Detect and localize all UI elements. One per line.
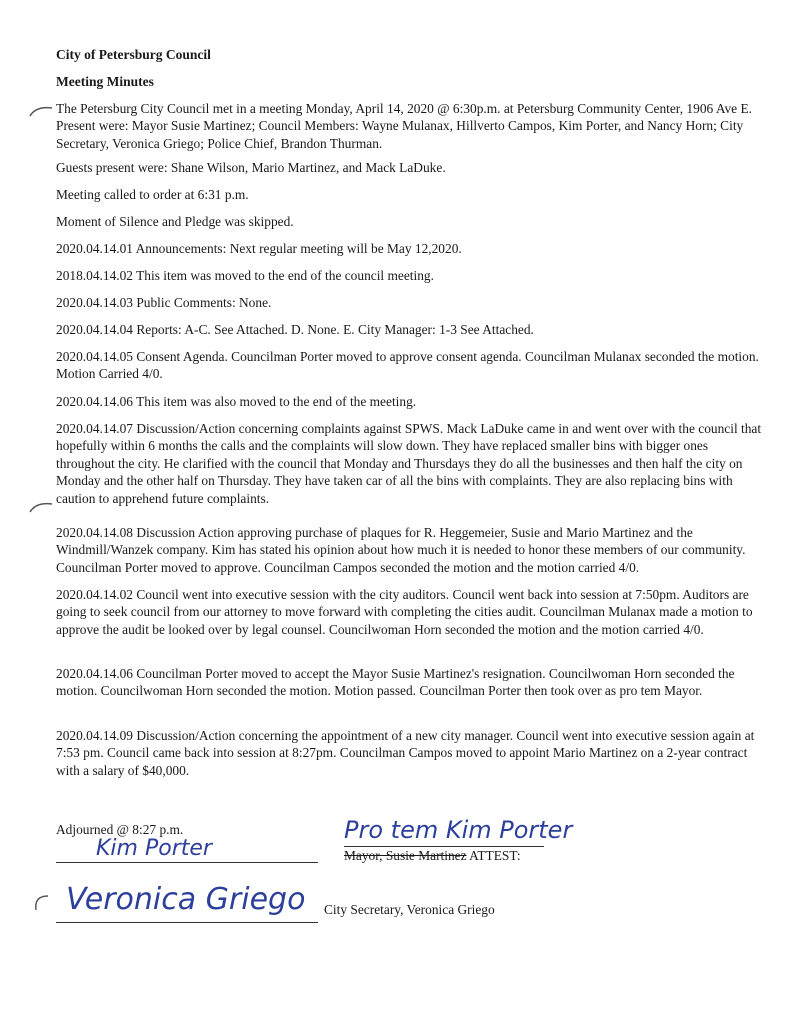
paragraph-item: 2020.04.14.05 Consent Agenda. Councilman Porter moved to approve consent agenda. Councilman Mulanax seconded the motion. Motion Carried 4/0. [56,349,759,382]
handwritten-signature-secretary: Veronica Griego [66,882,306,917]
paragraph-pledge: Moment of Silence and Pledge was skipped. [56,214,294,229]
scan-mark [30,892,52,914]
paragraph-call-to-order: Meeting called to order at 6:31 p.m. [56,187,249,202]
adjourned-text: Adjourned @ 8:27 p.m. [56,822,184,837]
paragraph-item: 2018.04.14.02 This item was moved to the end of the council meeting. [56,268,434,283]
paragraph-item: 2020.04.14.02 Council went into executive session with the city auditors. Council went back into session at 7:50pm. Auditors are going to seek council from our attorney to move forward with completing the cities audit. Councilman Mulanax made a motion to approve the audit be looked over by legal counsel. Councilwoman Horn seconded the motion and the motion carried 4/0. [56,587,753,637]
paragraph-item: 2020.04.14.09 Discussion/Action concerning the appointment of a new city manager. Council went into executive session again at 7:53 pm. Council came back into session at 8:27pm. Councilman Campos moved to appoint Mario Martinez on a 2-year contract with a salary of $40,000. [56,728,755,778]
paragraph-attendance: The Petersburg City Council met in a meeting Monday, April 14, 2020 @ 6:30p.m. at Petersburg Community Center, 1906 Ave E. Present were: Mayor Susie Martinez; Council Members: Wayne Mulanax, Hillverto Campos, Kim Porter, and Nancy Horn; City Secretary, Veronica Griego; Police Chief, Brandon Thurman. [56,101,753,151]
handwritten-pro-tem: Pro tem Kim Porter [344,816,573,844]
signature-line [56,862,318,863]
paragraph-item: 2020.04.14.06 Councilman Porter moved to accept the Mayor Susie Martinez's resignation. Councilwoman Horn seconded the motion. Councilwoman Horn seconded the motion. Motion passed. Councilman Porter then took over as pro tem Mayor. [56,666,735,699]
handwritten-signature-kim: Kim Porter [96,836,212,861]
paragraph-item: 2020.04.14.08 Discussion Action approving purchase of plaques for R. Heggemeier, Susie and Mario Martinez and the Windmill/Wanzek company. Kim has stated his opinion about how much it is needed to honor these members of our community. Councilman Porter moved to approve. Councilman Campos seconded the motion and the motion carried 4/0. [56,525,746,575]
paragraph-item: 2020.04.14.03 Public Comments: None. [56,295,272,310]
attest-label: ATTEST: [469,848,521,863]
document-title: City of Petersburg Council [56,47,211,62]
mayor-attest-label [344,848,521,864]
mayor-label-struck: Mayor, Susie Martinez [344,848,467,863]
signature-line [344,846,544,847]
paragraph-guests: Guests present were: Shane Wilson, Mario Martinez, and Mack LaDuke. [56,160,446,175]
paragraph-item: 2020.04.14.01 Announcements: Next regular meeting will be May 12,2020. [56,241,462,256]
paragraph-item: 2020.04.14.06 This item was also moved to the end of the meeting. [56,394,417,409]
signature-line [56,922,318,923]
secretary-label: City Secretary, Veronica Griego [324,902,495,917]
document-subtitle: Meeting Minutes [56,74,154,89]
scan-mark [28,104,54,118]
scan-mark [28,500,54,514]
paragraph-item: 2020.04.14.04 Reports: A-C. See Attached. D. None. E. City Manager: 1-3 See Attached. [56,322,534,337]
paragraph-item: 2020.04.14.07 Discussion/Action concerning complaints against SPWS. Mack LaDuke came in and went over with the council that hopefully within 6 months the calls and the complaints will slow down. They have replaced smaller bins with bigger ones throughout the city. He clarified with the council that Monday and Thursdays they do all the businesses and then half the city on Monday and the other half on Thursday. They have taken car of all the bins with complaints. They are also replacing bins with caution to apprehend future complaints. [56,421,762,506]
